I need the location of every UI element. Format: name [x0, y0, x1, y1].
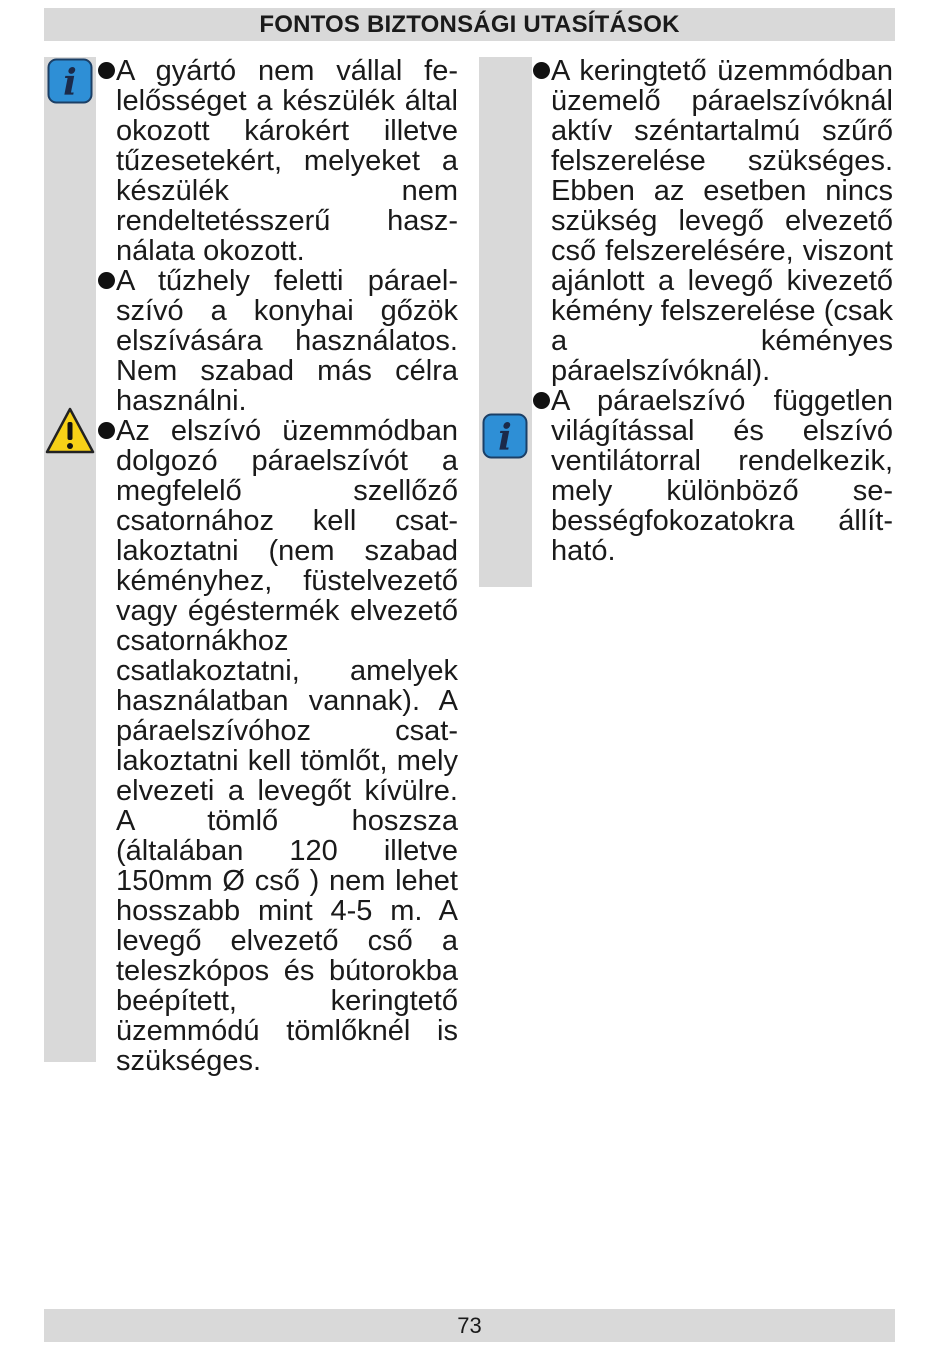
item-text: A páraelszívó független világítással és elszívó ventilátorral rendelkezik, mely különböző sebességfokozatokra állítható. — [551, 385, 893, 567]
svg-text:i: i — [63, 62, 77, 104]
left-icon-strip — [44, 57, 96, 1062]
left-column — [98, 56, 458, 1076]
item-text: Az elszívó üzemmódban dolgozó páraelszívót a megfelelő szellőző csatornához kell csatlakoztatni (nem szabad kéményhez, füstelvezető vagy égéstermék elvezető csatornákhoz csatlakoztatni, amelyek használatban vannak). A páraelszívóhoz csatlakoztatni kell tömlőt, mely elvezeti a levegőt kívülre. A tömlő hoszsza (általában 120 illetve 150mm Ø cső ) nem lehet hosszabb mint 4-5 m. A levegő elvezető cső a teleszkópos és bútorokba beépített, keringtető üzemmódú tömlőknél is szükséges. — [116, 415, 458, 1077]
bullet-icon — [533, 392, 550, 409]
page-header — [44, 8, 895, 41]
page-title: FONTOS BIZTONSÁGI UTASÍTÁSOK — [259, 10, 680, 38]
list-item — [98, 266, 458, 416]
page-footer — [44, 1309, 895, 1342]
bullet-icon — [98, 422, 115, 439]
item-text: A gyártó nem vállal felelősséget a készülék által okozott károkért illetve tűzesetekért, melyeket a készülék nem rendeltetésszerű használata okozott. — [116, 55, 458, 267]
info-icon — [482, 413, 528, 459]
bullet-icon — [98, 62, 115, 79]
bullet-icon — [533, 62, 550, 79]
page-number: 73 — [457, 1312, 482, 1338]
info-icon — [47, 58, 93, 104]
right-icon-strip — [479, 57, 532, 587]
item-text: A tűzhely feletti páraelszívó a konyhai gőzök elszívására használatos. Nem szabad más célra használni. — [116, 265, 458, 417]
item-text: A keringtető üzemmódban üzemelő páraelszívóknál aktív széntartalmú szűrő felszerelése szükséges. Ebben az esetben nincs szükség levegő elvezető cső felszerelésére, viszont ajánlott a levegő kivezető kémény felszerelése (csak a kéményes páraelszívóknál). — [551, 55, 893, 387]
svg-text:i: i — [498, 417, 512, 459]
right-column — [533, 56, 893, 566]
list-item — [533, 386, 893, 566]
list-item — [98, 416, 458, 1076]
list-item — [533, 56, 893, 386]
warning-icon — [45, 406, 95, 456]
bullet-icon — [98, 272, 115, 289]
list-item — [98, 56, 458, 266]
